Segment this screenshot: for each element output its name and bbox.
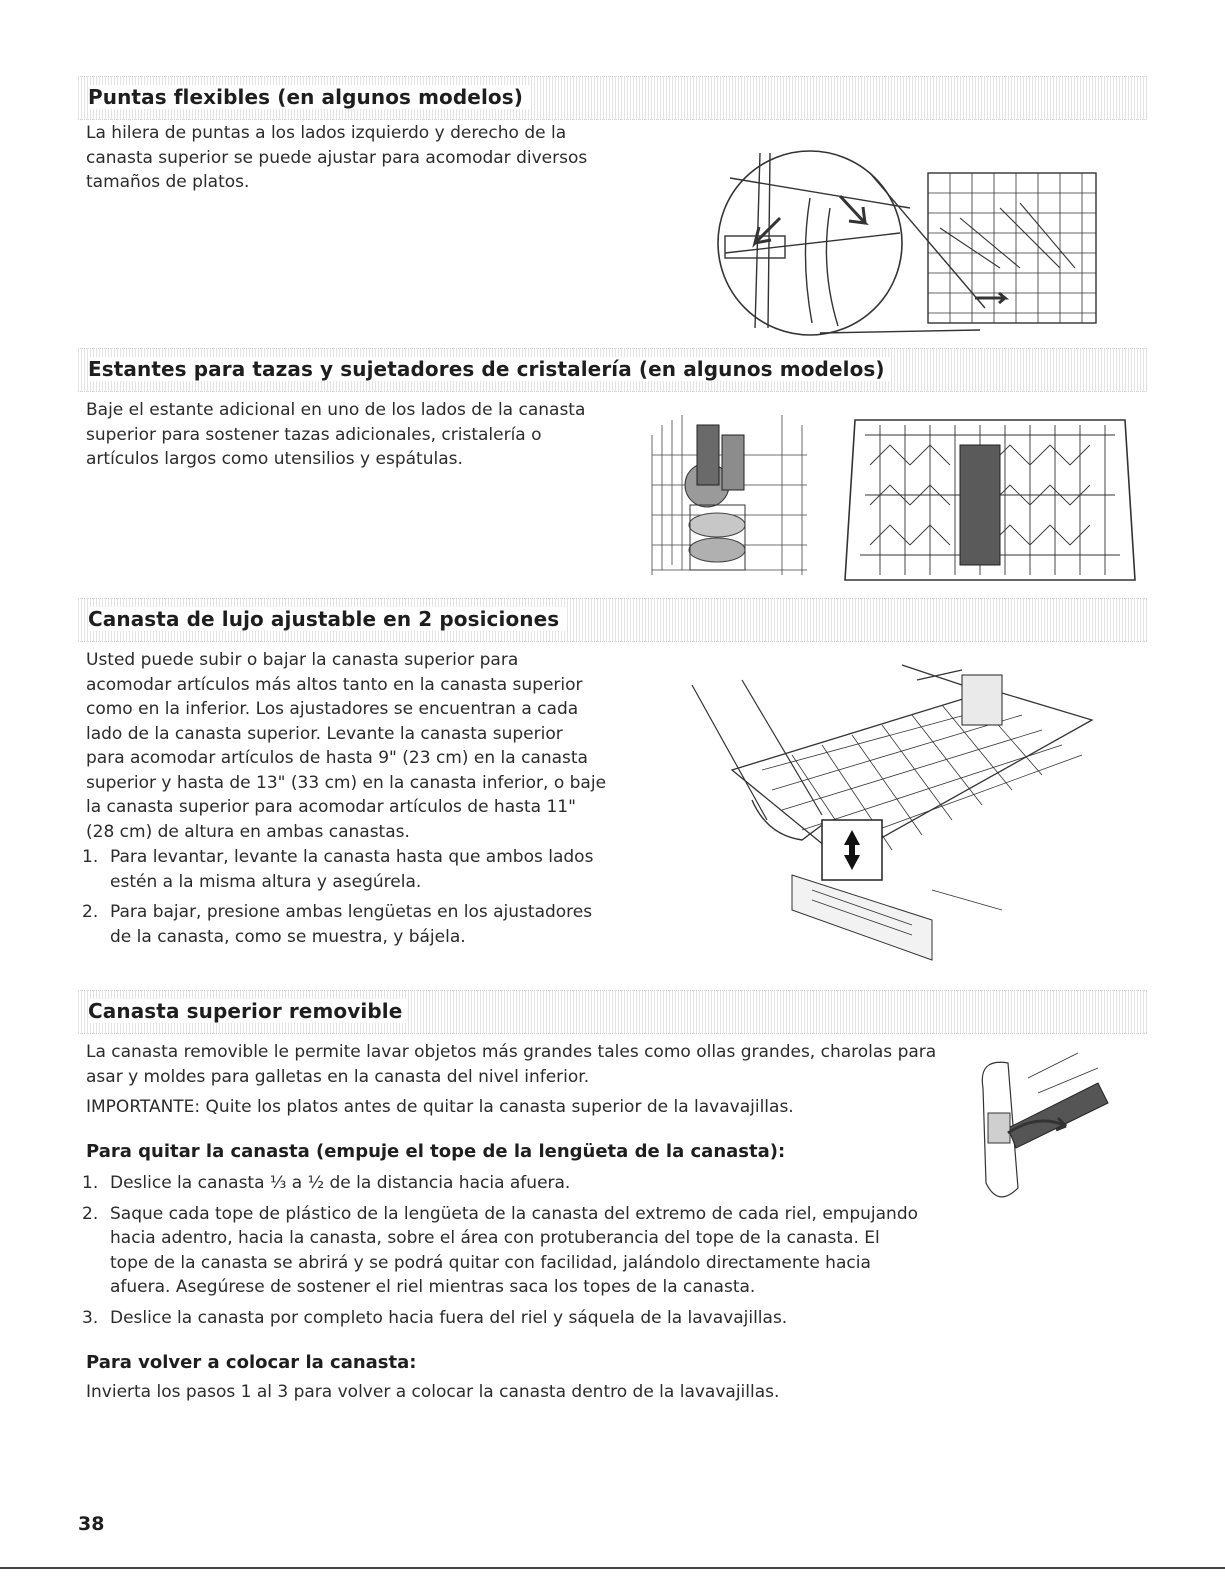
text-line: lado de la canasta superior. Levante la canasta superior [86, 723, 563, 744]
list-item [82, 845, 642, 894]
rail-stop-illustration [968, 1048, 1118, 1208]
text-line: estén a la misma altura y asegúrela. [110, 871, 422, 892]
text-line: Usted puede subir o bajar la canasta superior para [86, 650, 519, 670]
step-number: 2. [82, 902, 99, 922]
text-line: asar y moldes para galletas en la canasta del nivel inferior. [86, 1066, 590, 1087]
text-line: Para levantar, levante la canasta hasta que ambos lados [110, 847, 594, 867]
page-number: 38 [78, 1513, 105, 1535]
remove-rack-steps [82, 1171, 962, 1336]
text-line: para acomodar artículos de hasta 9" (23 cm) en la canasta [86, 748, 588, 768]
footer-rule [0, 1567, 1225, 1569]
section-header-removable-rack [78, 990, 1147, 1034]
replace-rack-text: Invierta los pasos 1 al 3 para volver a colocar la canasta dentro de la lavavajillas. [86, 1382, 780, 1402]
flexible-tines-text [86, 121, 587, 195]
text-line: como en la inferior. Los ajustadores se encuentran a cada [86, 699, 579, 719]
section-title: Canasta de lujo ajustable en 2 posiciones [88, 607, 565, 631]
rack-adjuster-illustration [672, 660, 1112, 975]
text-line: Baje el estante adicional en uno de los lados de la canasta [86, 400, 586, 420]
step-number: 1. [82, 847, 99, 867]
text-line: superior para sostener tazas adicionales, cristalería o [86, 424, 542, 445]
step-number: 2. [82, 1203, 99, 1224]
upper-rack-illustration [840, 405, 1140, 590]
step-number: 1. [82, 1173, 99, 1193]
text-line: tamaños de platos. [86, 172, 250, 192]
text-line: Deslice la canasta por completo hacia fuera del riel y sáquela de la lavavajillas. [110, 1307, 788, 1328]
text-line: hacia adentro, hacia la canasta, sobre el área con protuberancia del tope de la canasta. El [110, 1228, 880, 1248]
text-line: artículos largos como utensilios y espátulas. [86, 449, 463, 469]
text-line: La hilera de puntas a los lados izquierdo y derecho de la [86, 123, 567, 143]
replace-rack-heading: Para volver a colocar la canasta: [86, 1352, 417, 1373]
section-header-deluxe-rack [78, 598, 1147, 642]
text-line: de la canasta, como se muestra, y bájela. [110, 926, 466, 947]
text-line: La canasta removible le permite lavar objetos más grandes tales como ollas grandes, charolas para [86, 1042, 937, 1062]
text-line: afuera. Asegúrese de sostener el riel mientras saca los topes de la canasta. [110, 1277, 756, 1297]
text-line: Para bajar, presione ambas lengüetas en los ajustadores [110, 902, 593, 922]
list-item [82, 1202, 962, 1300]
section-title: Estantes para tazas y sujetadores de cristalería (en algunos modelos) [88, 357, 891, 381]
section-title: Puntas flexibles (en algunos modelos) [88, 85, 529, 109]
deluxe-rack-text [86, 648, 606, 844]
text-line: Saque cada tope de plástico de la lengüeta de la canasta del extremo de cada riel, empujando [110, 1203, 919, 1224]
important-note: IMPORTANTE: Quite los platos antes de quitar la canasta superior de la lavavajillas. [86, 1097, 794, 1117]
list-item [82, 900, 642, 949]
tine-detail-illustration [700, 148, 1140, 338]
section-title: Canasta superior removible [88, 999, 408, 1023]
text-line: la canasta superior para acomodar artículos de hasta 11" [86, 797, 576, 817]
deluxe-rack-steps [82, 845, 642, 955]
step-number: 3. [82, 1307, 99, 1328]
text-line: superior y hasta de 13" (33 cm) en la canasta inferior, o baje [86, 772, 607, 793]
cup-shelf-illustration [642, 405, 817, 585]
list-item [82, 1306, 962, 1331]
section-header-cup-shelves [78, 348, 1147, 392]
removable-rack-text [86, 1040, 936, 1089]
text-line: canasta superior se puede ajustar para acomodar diversos [86, 147, 588, 168]
text-line: tope de la canasta se abrirá y se podrá quitar con facilidad, jalándolo directamente hacia [110, 1252, 871, 1273]
text-line: (28 cm) de altura en ambas canastas. [86, 821, 410, 842]
remove-rack-heading: Para quitar la canasta (empuje el tope de la lengüeta de la canasta): [86, 1141, 786, 1162]
cup-shelves-text [86, 398, 585, 472]
list-item [82, 1171, 962, 1196]
text-line: Deslice la canasta ⅓ a ½ de la distancia hacia afuera. [110, 1173, 571, 1193]
text-line: acomodar artículos más altos tanto en la canasta superior [86, 674, 583, 695]
section-header-flexible-tines [78, 76, 1147, 120]
